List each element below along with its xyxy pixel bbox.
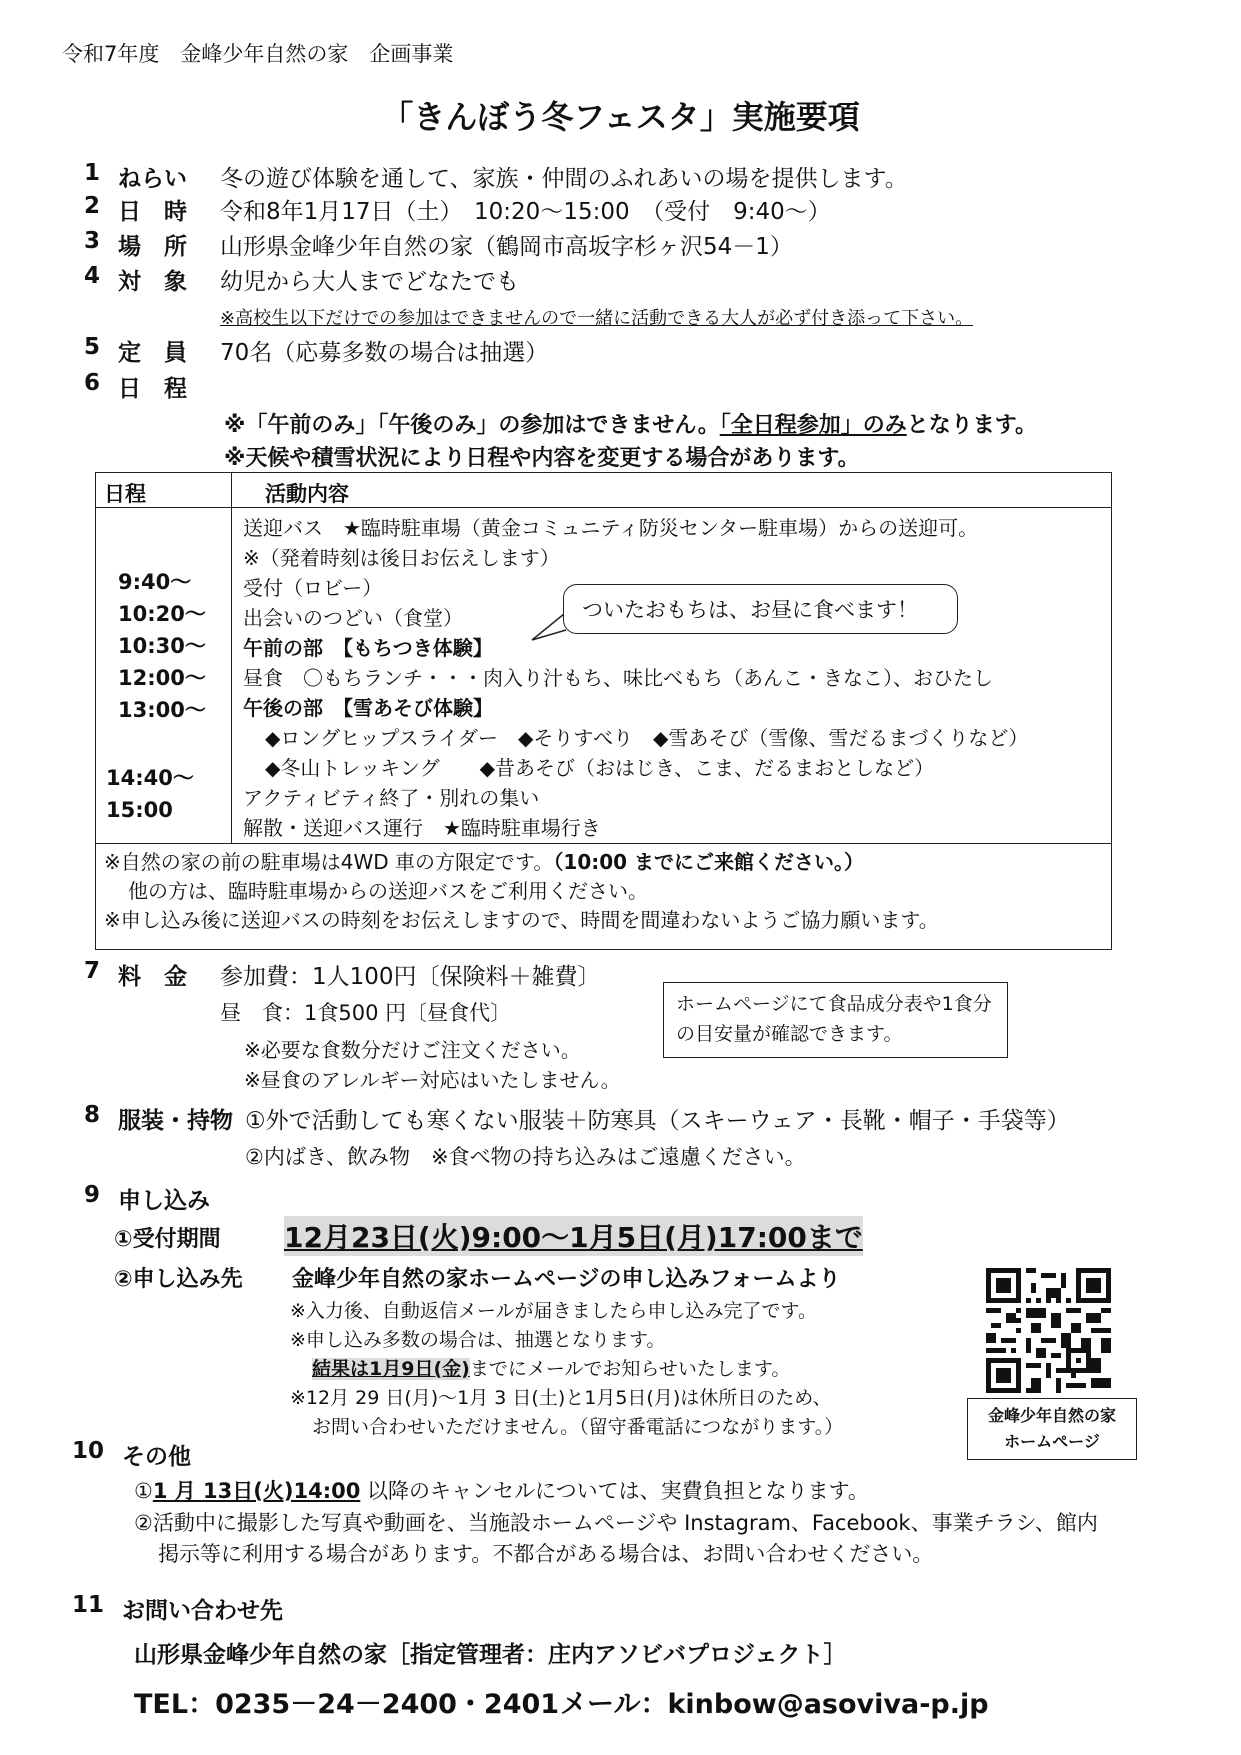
contact-mail[interactable]: メール：kinbow@asoviva-p.jp bbox=[560, 1689, 989, 1720]
section-label: 日 程 bbox=[118, 376, 187, 402]
other-item-2b: 掲示等に利用する場合があります。不都合がある場合は、お問い合わせください。 bbox=[158, 1542, 934, 1566]
section-value: 幼児から大人までどなたでも bbox=[220, 269, 519, 295]
section-label: お問い合わせ先 bbox=[122, 1598, 283, 1624]
activity-pm: 午後の部 【雪あそび体験】 bbox=[243, 696, 493, 720]
header-text: 令和7年度 金峰少年自然の家 企画事業 bbox=[62, 42, 454, 66]
time-cell: 13:00〜 bbox=[118, 698, 206, 722]
time-cell: 15:00 bbox=[106, 798, 173, 822]
application-period: 12月23日(火)9:00〜1月5日(月)17:00まで bbox=[284, 1216, 863, 1256]
section-value: 山形県金峰少年自然の家（鶴岡市高坂字杉ヶ沢54－1） bbox=[220, 234, 793, 260]
application-destination: 金峰少年自然の家ホームページの申し込みフォームより bbox=[292, 1267, 841, 1292]
activity-end: アクティビティ終了・別れの集い bbox=[243, 786, 540, 810]
time-cell: 14:40〜 bbox=[106, 766, 194, 790]
footnote-3: ※申し込み後に送迎バスの時刻をお伝えしますので、時間を間違わないようご協力願います。 bbox=[104, 908, 939, 932]
other-item-1 bbox=[134, 1475, 869, 1505]
table-header-date: 日程 bbox=[104, 482, 146, 506]
qr-caption-line-2: ホームページ bbox=[1004, 1432, 1100, 1451]
section-4-note: ※高校生以下だけでの参加はできませんので一緒に活動できる大人が必ず付き添って下さい。 bbox=[220, 308, 974, 329]
section-value: 冬の遊び体験を通して、家族・仲間のふれあいの場を提供します。 bbox=[220, 166, 908, 192]
footnote-2: 他の方は、臨時駐車場からの送迎バスをご利用ください。 bbox=[128, 879, 648, 903]
section-number: 3 bbox=[84, 228, 101, 254]
time-cell: 10:30〜 bbox=[118, 634, 206, 658]
other-item-2: ②活動中に撮影した写真や動画を、当施設ホームページや Instagram、Facebook、事業チラシ、館内 bbox=[134, 1511, 1098, 1535]
section-label: 申し込み bbox=[118, 1188, 210, 1214]
other-item-1a: ① bbox=[134, 1479, 153, 1503]
section-label: 定 員 bbox=[118, 340, 187, 366]
lunch-fee: 昼 食：1食500 円〔昼食代〕 bbox=[220, 1001, 512, 1025]
schedule-note-1 bbox=[224, 408, 1037, 439]
schedule-note-1c: となります。 bbox=[906, 413, 1037, 438]
activity-dismiss: 解散・送迎バス運行 ★臨時駐車場行き bbox=[243, 816, 601, 840]
footnote-1 bbox=[104, 848, 939, 877]
clothing-item-1: ①外で活動しても寒くない服装＋防寒具（スキーウェア・長靴・帽子・手袋等） bbox=[245, 1108, 1070, 1134]
footnote-1b: （10:00 までにご来館ください。） bbox=[553, 850, 865, 874]
time-cell: 12:00〜 bbox=[118, 666, 206, 690]
table-header-activity: 活動内容 bbox=[265, 482, 349, 506]
qr-caption bbox=[967, 1398, 1137, 1460]
table-divider bbox=[95, 843, 1112, 844]
activity-reception: 受付（ロビー） bbox=[243, 576, 383, 600]
lunch-note-1: ※必要な食数分だけご注文ください。 bbox=[244, 1038, 581, 1062]
section-label: 服装・持物 bbox=[118, 1108, 233, 1134]
clothing-item-2: ②内ばき、飲み物 ※食べ物の持ち込みはご遠慮ください。 bbox=[245, 1145, 806, 1169]
table-column-divider bbox=[231, 472, 232, 844]
table-divider bbox=[95, 507, 1112, 508]
other-item-1c: 以降のキャンセルについては、実費負担となります。 bbox=[360, 1479, 869, 1503]
activity-pm-items-2: ◆冬山トレッキング ◆昔あそび（おはじき、こま、だるまおとしなど） bbox=[265, 756, 935, 780]
app-note-5: お問い合わせいただけません。（留守番電話につながります。） bbox=[312, 1416, 844, 1438]
page-title: 「きんぼう冬フェスタ」実施要項 bbox=[381, 98, 860, 136]
food-info-box: ホームページにて食品成分表や1食分の目安量が確認できます。 bbox=[663, 982, 1008, 1058]
time-cell: 9:40〜 bbox=[118, 570, 192, 594]
section-number: 9 bbox=[84, 1182, 101, 1208]
section-number: 11 bbox=[72, 1592, 105, 1618]
activity-gathering: 出会いのつどい（食堂） bbox=[243, 606, 463, 630]
fee-line: 参加費：1人100円〔保険料＋雑費〕 bbox=[220, 964, 601, 990]
app-note-1: ※入力後、自動返信メールが届きましたら申し込み完了です。 bbox=[290, 1300, 818, 1322]
schedule-activities bbox=[243, 513, 1028, 843]
activity-bus-note: ※（発着時刻は後日お伝えします） bbox=[243, 546, 560, 570]
time-cell: 10:20〜 bbox=[118, 602, 206, 626]
footnote-1a: ※自然の家の前の駐車場は4WD 車の方限定です。 bbox=[104, 850, 554, 874]
section-number: 4 bbox=[84, 263, 101, 289]
application-notes bbox=[290, 1297, 843, 1442]
section-value: 70名（応募多数の場合は抽選） bbox=[220, 340, 549, 366]
activity-lunch: 昼食 〇もちランチ・・・肉入り汁もち、味比べもち（あんこ・きなこ）、おひたし bbox=[243, 666, 993, 690]
speech-bubble: ついたおもちは、お昼に食べます！ bbox=[563, 584, 958, 634]
section-label: ねらい bbox=[118, 166, 187, 192]
section-label: その他 bbox=[122, 1444, 191, 1470]
section-number: 2 bbox=[84, 193, 101, 219]
app-note-3a: 結果は1月9日(金) bbox=[312, 1358, 470, 1380]
schedule-note-1a: ※「午前のみ」「午後のみ」の参加はできません。 bbox=[224, 413, 720, 438]
app-note-4: ※12月 29 日(月)〜1月 3 日(土)と1月5日(月)は休所日のため、 bbox=[290, 1387, 832, 1409]
table-footnotes bbox=[104, 848, 939, 935]
section-value: 令和8年1月17日（土） 10:20〜15:00 （受付 9:40〜） bbox=[220, 199, 831, 225]
activity-am: 午前の部 【もちつき体験】 bbox=[243, 636, 493, 660]
schedule-times bbox=[118, 566, 206, 726]
qr-caption-line-1: 金峰少年自然の家 bbox=[987, 1406, 1116, 1425]
period-label: ①受付期間 bbox=[114, 1227, 221, 1252]
section-number: 1 bbox=[84, 160, 101, 186]
section-number: 5 bbox=[84, 334, 101, 360]
section-label: 料 金 bbox=[118, 964, 187, 990]
section-label: 日 時 bbox=[118, 199, 187, 225]
app-note-3b: までにメールでお知らせいたします。 bbox=[469, 1358, 791, 1380]
schedule-times-pm bbox=[106, 762, 194, 826]
contact-org: 山形県金峰少年自然の家［指定管理者：庄内アソビバプロジェクト］ bbox=[134, 1642, 847, 1668]
app-note-2: ※申し込み多数の場合は、抽選となります。 bbox=[290, 1329, 666, 1351]
lunch-note-2: ※昼食のアレルギー対応はいたしません。 bbox=[244, 1068, 621, 1092]
other-item-1b: 1 月 13日(火)14:00 bbox=[152, 1479, 361, 1503]
activity-pm-items-1: ◆ロングヒップスライダー ◆そりすべり ◆雪あそび（雪像、雪だるまづくりなど） bbox=[265, 726, 1029, 750]
schedule-note-2: ※天候や積雪状況により日程や内容を変更する場合があります。 bbox=[224, 446, 860, 471]
section-number: 10 bbox=[72, 1438, 105, 1464]
section-label: 場 所 bbox=[118, 234, 187, 260]
qr-code-icon[interactable] bbox=[986, 1268, 1111, 1393]
section-number: 7 bbox=[84, 958, 101, 984]
activity-bus: 送迎バス ★臨時駐車場（黄金コミュニティ防災センター駐車場）からの送迎可。 bbox=[243, 516, 979, 540]
section-number: 8 bbox=[84, 1102, 101, 1128]
section-label: 対 象 bbox=[118, 269, 187, 295]
destination-label: ②申し込み先 bbox=[114, 1267, 243, 1292]
contact-tel[interactable]: TEL：0235－24－2400・2401 bbox=[134, 1689, 560, 1720]
section-number: 6 bbox=[84, 370, 101, 396]
schedule-note-1b: 「全日程参加」のみ bbox=[719, 413, 907, 438]
